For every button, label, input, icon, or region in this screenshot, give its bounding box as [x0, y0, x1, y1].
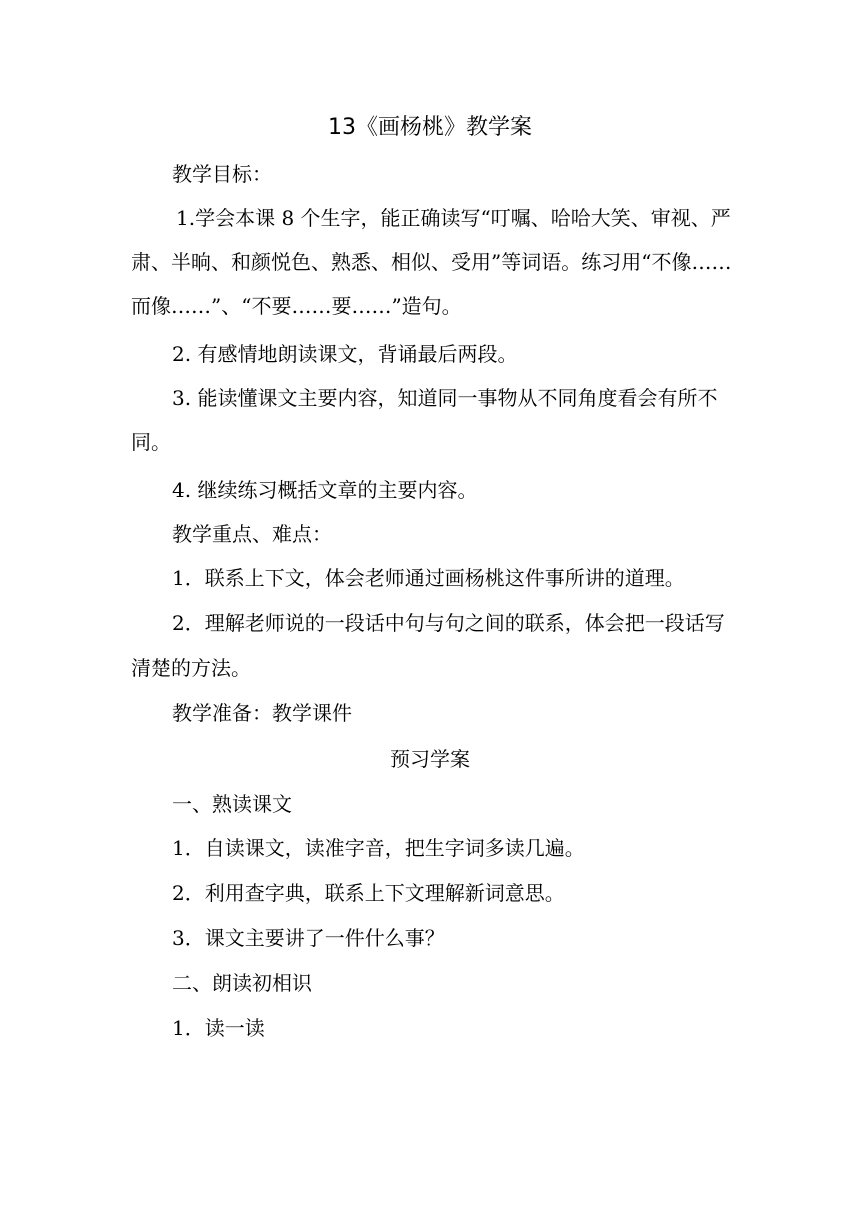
objective-1-line-1: 1.学会本课 8 个生字，能正确读写“叮嘱、哈哈大笑、审视、严	[176, 206, 731, 230]
objectives-heading: 教学目标：	[172, 162, 272, 186]
key-point-1: 1．联系上下文，体会老师通过画杨桃这件事所讲的道理。	[172, 566, 685, 590]
key-point-2-line-1: 2．理解老师说的一段话中句与句之间的联系，体会把一段话写	[172, 611, 725, 635]
objective-3-line-2: 同。	[131, 430, 171, 454]
section-1-item-3: 3．课文主要讲了一件什么事？	[172, 926, 445, 950]
objective-1-line-3: 而像……”、“不要……要……”造句。	[131, 294, 462, 318]
section-1-item-2: 2．利用查字典，联系上下文理解新词意思。	[172, 881, 565, 905]
section-2-item-1: 1．读一读	[172, 1016, 265, 1040]
section-2-heading: 二、朗读初相识	[172, 971, 312, 995]
objective-1-line-2: 肃、半晌、和颜悦色、熟悉、相似、受用”等词语。练习用“不像……	[131, 250, 732, 274]
objective-3-line-1: 3. 能读懂课文主要内容，知道同一事物从不同角度看会有所不	[172, 386, 718, 410]
key-point-2-line-2: 清楚的方法。	[131, 656, 251, 680]
preview-title: 预习学案	[390, 747, 470, 771]
document-title: 13《画杨桃》教学案	[328, 115, 532, 140]
key-points-heading: 教学重点、难点：	[172, 522, 332, 546]
preparation: 教学准备：教学课件	[172, 701, 352, 725]
objective-4: 4. 继续练习概括文章的主要内容。	[172, 478, 478, 502]
objective-2: 2. 有感情地朗读课文，背诵最后两段。	[172, 342, 518, 366]
section-1-item-1: 1．自读课文，读准字音，把生字词多读几遍。	[172, 836, 585, 860]
section-1-heading: 一、熟读课文	[172, 792, 292, 816]
